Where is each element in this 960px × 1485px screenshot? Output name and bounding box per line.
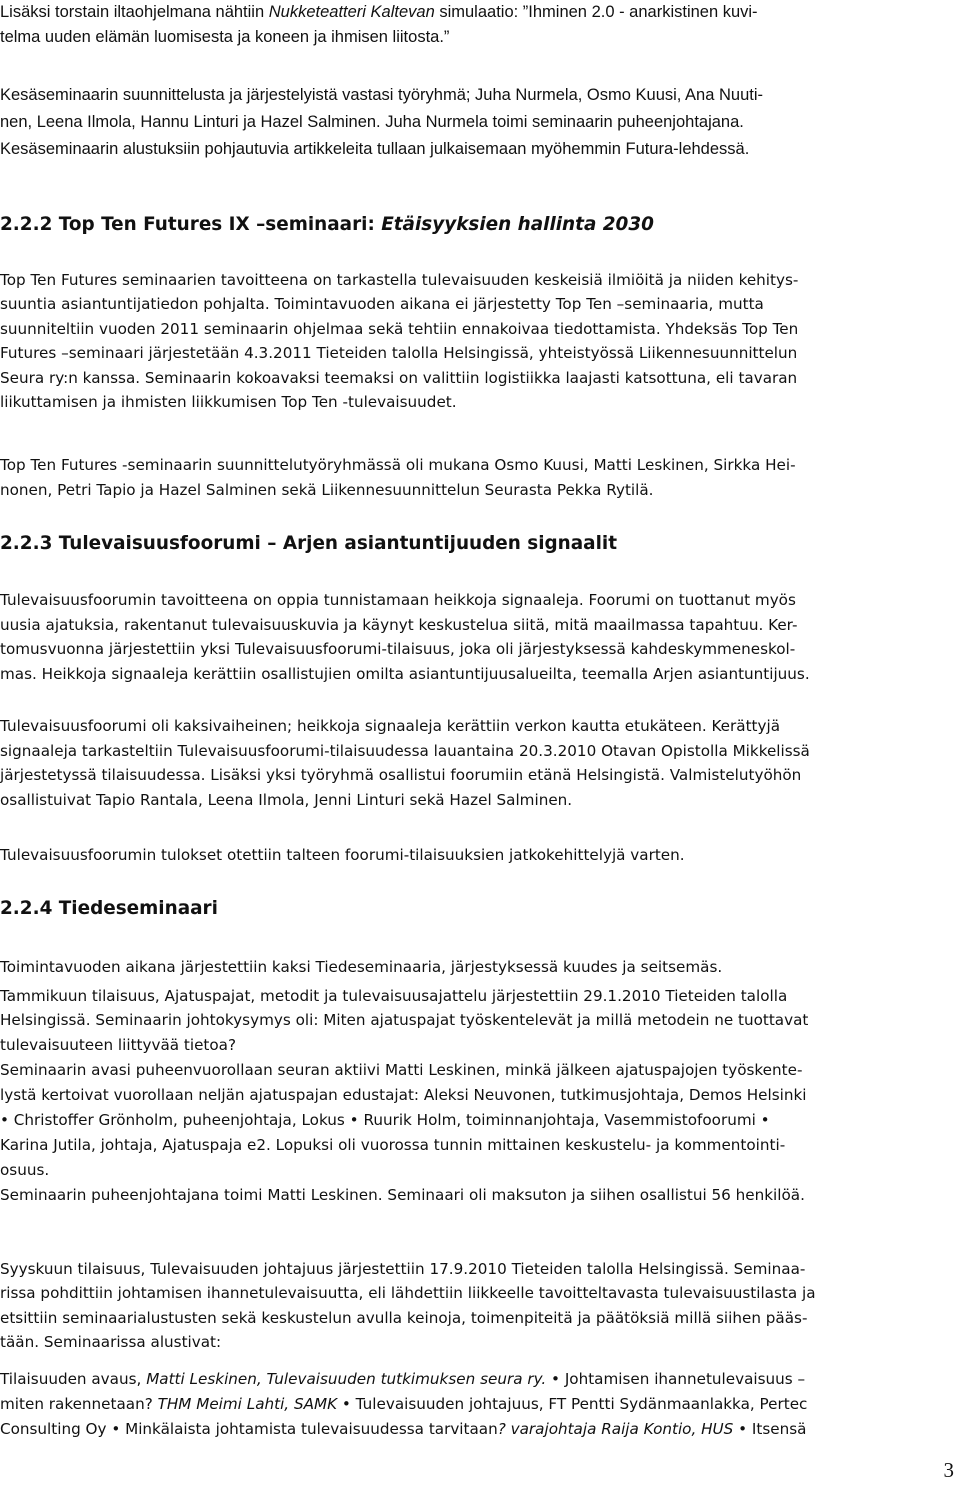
science-seminar-intro: [0, 955, 960, 979]
text-run: • Tulevaisuuden johtajuus, FT Pentti Sydänmaanlakka, Pertec: [337, 1395, 808, 1413]
top-ten-team-paragraph: [0, 453, 960, 503]
text-line: suunniteltiin vuoden 2011 seminaarin ohjelmaa sekä tehtiin ennakoivaa tiedottamista. Yhdeksäs Top Ten: [0, 319, 799, 338]
futures-forum-phases-paragraph: [0, 714, 960, 812]
text-line: nen, Leena Ilmola, Hannu Linturi ja Hazel Salminen. Juha Nurmela toimi seminaarin puheenjohtajana.: [0, 113, 744, 131]
text-line: rissa pohdittiin johtamisen ihannetulevaisuutta, eli lähdettiin liikkeelle tavoitteltavasta tulevaisuustilasta ja: [0, 1284, 816, 1303]
text-line: tään. Seminaarissa alustivat:: [0, 1333, 222, 1352]
text-line: osallistuivat Tapio Rantala, Leena Ilmola, Jenni Linturi sekä Hazel Salminen.: [0, 790, 573, 809]
text-line: Tulevaisuusfoorumin tulokset otettiin talteen foorumi-tilaisuuksien jatkokehittelyjä varten.: [0, 846, 685, 864]
intro-paragraph: [0, 0, 960, 50]
text-line: Toimintavuoden aikana järjestettiin kaksi Tiedeseminaaria, järjestyksessä kuudes ja seitsemäs.: [0, 958, 723, 976]
emphasis-text: ? varajohtaja Raija Kontio, HUS: [497, 1420, 734, 1438]
text-line: Kesäseminaarin suunnittelusta ja järjestelyistä vastasi työryhmä; Juha Nurmela, Osmo Kuusi, Ana Nuuti-: [0, 86, 764, 104]
summer-seminar-paragraph: [0, 82, 960, 163]
futures-forum-paragraph: [0, 588, 960, 686]
text-line: signaaleja tarkasteltiin Tulevaisuusfoorumi-tilaisuudessa lauantaina 20.3.2010 Otavan Opistolla Mikkelissä: [0, 741, 810, 760]
heading-emphasis: Etäisyyksien hallinta 2030: [381, 214, 654, 235]
top-ten-paragraph: [0, 268, 960, 414]
text-line: Syyskuun tilaisuus, Tulevaisuuden johtajuus järjestettiin 17.9.2010 Tieteiden talolla Helsingissä. Seminaa-: [0, 1260, 806, 1278]
text-line: telma uuden elämän luomisesta ja koneen ja ihmisen liitosta.”: [0, 28, 450, 46]
text-line: Seminaarin avasi puheenvuorollaan seuran aktiivi Matti Leskinen, minkä jälkeen ajatuspajojen työskente-: [0, 1061, 803, 1079]
heading-text: 2.2.2 Top Ten Futures IX –seminaari:: [0, 214, 382, 235]
heading-text: 2.2.3 Tulevaisuusfoorumi – Arjen asiantuntijuuden signaalit: [0, 533, 617, 554]
text-line: [0, 0, 960, 25]
emphasis-text: Matti Leskinen, Tulevaisuuden tutkimuksen seura ry.: [146, 1370, 547, 1388]
text-line: [0, 1367, 960, 1392]
section-heading-2-2-2: [0, 214, 654, 235]
text-line: suuntia asiantuntijatiedon pohjalta. Toimintavuoden aikana ei järjestetty Top Ten –seminaaria, mutta: [0, 295, 764, 314]
january-seminar-paragraph: [0, 984, 960, 1057]
emphasis-text: Nukketeatteri Kaltevan: [268, 3, 435, 21]
text-line: Helsingissä. Seminaarin johtokysymys oli: Miten ajatuspajat työskentelevät ja millä metodein ne tuottavat: [0, 1011, 809, 1030]
text-line: Tulevaisuusfoorumin tavoitteena on oppia tunnistamaan heikkoja signaaleja. Foorumi on tuottanut myös: [0, 591, 796, 609]
text-line: tulevaisuuteen liittyvää tietoa?: [0, 1035, 237, 1054]
page-number: 3: [943, 1458, 954, 1482]
heading-text: 2.2.4 Tiedeseminaari: [0, 898, 218, 919]
text-line: Futures –seminaari järjestetään 4.3.2011 Tieteiden talolla Helsingissä, yhteistyössä Liikennesuunnittelun: [0, 344, 798, 363]
section-heading-2-2-4: [0, 898, 218, 919]
text-run: miten rakennetaan?: [0, 1395, 158, 1413]
text-line: Top Ten Futures seminaarien tavoitteena on tarkastella tulevaisuuden keskeisiä ilmiöitä ja niiden kehitys-: [0, 271, 799, 289]
text-line: nonen, Petri Tapio ja Hazel Salminen sekä Liikennesuunnittelun Seurasta Pekka Rytilä.: [0, 481, 654, 499]
text-line: lystä kertoivat vuorollaan neljän ajatuspajan edustajat: Aleksi Neuvonen, tutkimusjohtaja, Demos Helsinki: [0, 1086, 807, 1104]
text-run: • Johtamisen ihannetulevaisuus –: [546, 1370, 806, 1388]
text-line: mas. Heikkoja signaaleja kerättiin osallistujien omilta asiantuntijuusalueilta, teemalla Arjen asiantuntijuus.: [0, 664, 810, 683]
text-line: Top Ten Futures -seminaarin suunnittelutyöryhmässä oli mukana Osmo Kuusi, Matti Leskinen, Sirkka Hei-: [0, 456, 796, 474]
text-line: etsittiin seminaarialustusten sekä keskustelun avulla keinoja, toimenpiteitä ja päätöksiä millä siihen pääs-: [0, 1308, 808, 1327]
september-speakers-paragraph: [0, 1367, 960, 1442]
text-line: Kesäseminaarin alustuksiin pohjautuvia artikkeleita tullaan julkaisemaan myöhemmin Futura-lehdessä.: [0, 140, 750, 158]
text-line: Seminaarin puheenjohtajana toimi Matti Leskinen. Seminaari oli maksuton ja siihen osallistui 56 henkilöä.: [0, 1186, 805, 1204]
text-line: osuus.: [0, 1161, 50, 1179]
text-line: tomusvuonna järjestettiin yksi Tulevaisuusfoorumi-tilaisuus, joka oli järjestyksessä kahdeskymmeneskol-: [0, 640, 796, 658]
text-run: Lisäksi torstain iltaohjelmana nähtiin: [0, 3, 269, 21]
text-line: [0, 1392, 960, 1417]
text-line: Karina Jutila, johtaja, Ajatuspaja e2. Lopuksi oli vuorossa tunnin mittainen keskustelu- ja kommentointi-: [0, 1136, 786, 1154]
text-line: • Christoffer Grönholm, puheenjohtaja, Lokus • Ruurik Holm, toiminnanjohtaja, Vasemmistofoorumi •: [0, 1111, 770, 1129]
september-seminar-paragraph: [0, 1257, 960, 1355]
futures-forum-results-paragraph: [0, 843, 960, 867]
text-line: järjestetyssä tilaisuudessa. Lisäksi yksi työryhmä osallistui foorumiin etänä Helsingistä. Valmistelutyöhön: [0, 766, 802, 784]
text-line: Seura ry:n kanssa. Seminaarin kokoavaksi teemaksi on valittiin logistiikka laajasti katsottuna, eli tavaran: [0, 368, 798, 387]
text-run: • Itsensä: [733, 1420, 807, 1438]
text-line: [0, 1417, 960, 1442]
text-line: uusia ajatuksia, rakentanut tulevaisuuskuvia ja käynyt keskustelua siitä, mitä maailmassa tapahtuu. Ker-: [0, 615, 798, 634]
text-run: Consulting Oy • Minkälaista johtamista tulevaisuudessa tarvitaan: [0, 1420, 498, 1438]
january-speakers-paragraph: [0, 1058, 960, 1208]
text-run: simulaatio: ”Ihminen 2.0 - anarkistinen kuvi-: [434, 3, 758, 21]
text-line: liikuttamisen ja ihmisten liikkumisen Top Ten -tulevaisuudet.: [0, 393, 457, 412]
text-run: Tilaisuuden avaus,: [0, 1370, 147, 1388]
section-heading-2-2-3: [0, 533, 617, 554]
text-line: Tammikuun tilaisuus, Ajatuspajat, metodit ja tulevaisuusajattelu järjestettiin 29.1.2010 Tieteiden talolla: [0, 987, 788, 1005]
emphasis-text: THM Meimi Lahti, SAMK: [157, 1395, 338, 1413]
text-line: Tulevaisuusfoorumi oli kaksivaiheinen; heikkoja signaaleja kerättiin verkon kautta etukäteen. Kerättyjä: [0, 717, 781, 735]
